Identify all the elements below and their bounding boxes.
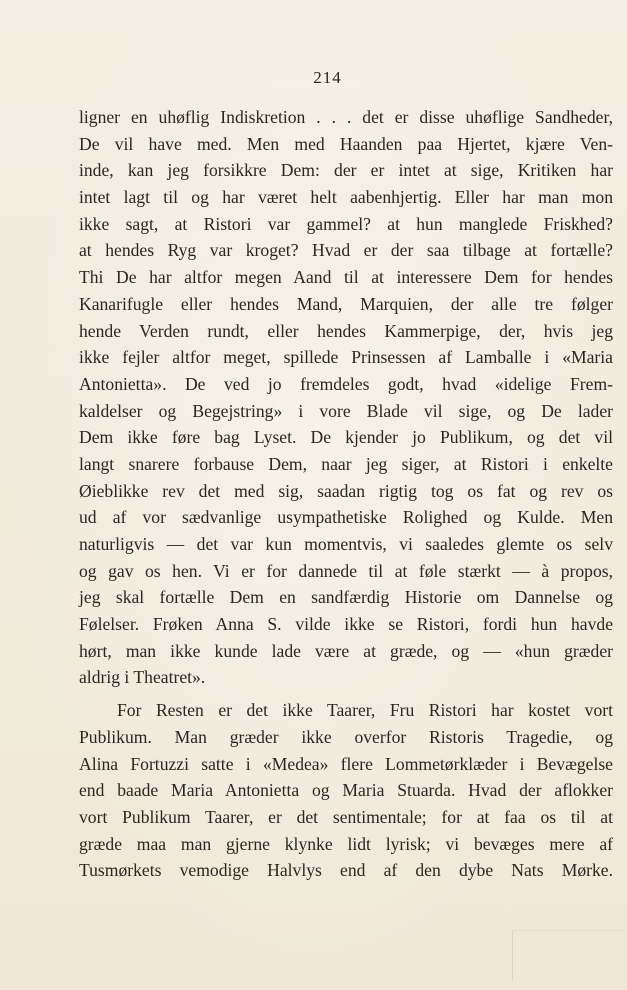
text-line: hørt, man ikke kunde lade være at græde, og — «hun græder: [79, 640, 613, 661]
body-text: [79, 104, 613, 884]
text-line: jeg skal fortælle Dem en sandfærdig Historie om Dannelse og: [79, 587, 613, 608]
text-line: langt snarere forbause Dem, naar jeg siger, at Ristori i enkelte: [79, 453, 613, 474]
paragraph-first-line: For Resten er det ikke Taarer, Fru Ristori har kostet vort: [117, 700, 613, 721]
text-line: Tusmørkets vemodige Halvlys end af den dybe Nats Mørke.: [79, 860, 613, 881]
text-line: end baade Maria Antonietta og Maria Stuarda. Hvad der aflokker: [79, 780, 613, 801]
text-line: Dem ikke føre bag Lyset. De kjender jo Publikum, og det vil: [79, 427, 613, 448]
text-line: Følelser. Frøken Anna S. vilde ikke se Ristori, fordi hun havde: [79, 614, 613, 635]
text-line: vort Publikum Taarer, er det sentimentale; for at faa os til at: [79, 806, 613, 827]
page-edge-shadow: [512, 930, 623, 981]
text-line: Antonietta». De ved jo fremdeles godt, hvad «idelige Frem-: [79, 373, 613, 394]
text-line: og gav os hen. Vi er for dannede til at føle stærkt — à propos,: [79, 560, 613, 581]
text-line: De vil have med. Men med Haanden paa Hjertet, kjære Ven-: [79, 133, 613, 154]
text-line: at hendes Ryg var kroget? Hvad er der saa tilbage at fortælle?: [79, 240, 613, 261]
text-line: ikke fejler altfor meget, spillede Prinsessen af Lamballe i «Maria: [79, 347, 613, 368]
text-line: hende Verden rundt, eller hendes Kammerpige, der, hvis jeg: [79, 320, 613, 341]
text-line: ud af vor sædvanlige usympathetiske Rolighed og Kulde. Men: [79, 507, 613, 528]
text-line: Øieblikke rev det med sig, saadan rigtig tog os fat og rev os: [79, 480, 613, 501]
text-line: græde maa man gjerne klynke lidt lyrisk; vi bevæges mere af: [79, 833, 613, 854]
text-line: Alina Fortuzzi satte i «Medea» flere Lommetørklæder i Bevægelse: [79, 753, 613, 774]
text-line: Kanarifugle eller hendes Mand, Marquien, der alle tre følger: [79, 293, 613, 314]
text-line: naturligvis — det var kun momentvis, vi saaledes glemte os selv: [79, 534, 613, 554]
text-line: aldrig i Theatret».: [79, 667, 206, 688]
text-line: intet lagt til og har været helt aabenhjertig. Eller har man mon: [79, 187, 613, 208]
text-line: Publikum. Man græder ikke overfor Ristoris Tragedie, og: [79, 726, 613, 747]
text-line: inde, kan jeg forsikkre Dem: der er intet at sige, Kritiken har: [79, 160, 613, 181]
text-line: kaldelser og Begejstring» i vore Blade vil sige, og De lader: [79, 400, 613, 421]
text-line: Thi De har altfor megen Aand til at interessere Dem for hendes: [79, 267, 613, 288]
page-number: 214: [313, 68, 342, 87]
text-line: ikke sagt, at Ristori var gammel? at hun manglede Friskhed?: [79, 213, 613, 234]
text-line: ligner en uhøflig Indiskretion . . . det er disse uhøflige Sandheder,: [79, 107, 613, 127]
